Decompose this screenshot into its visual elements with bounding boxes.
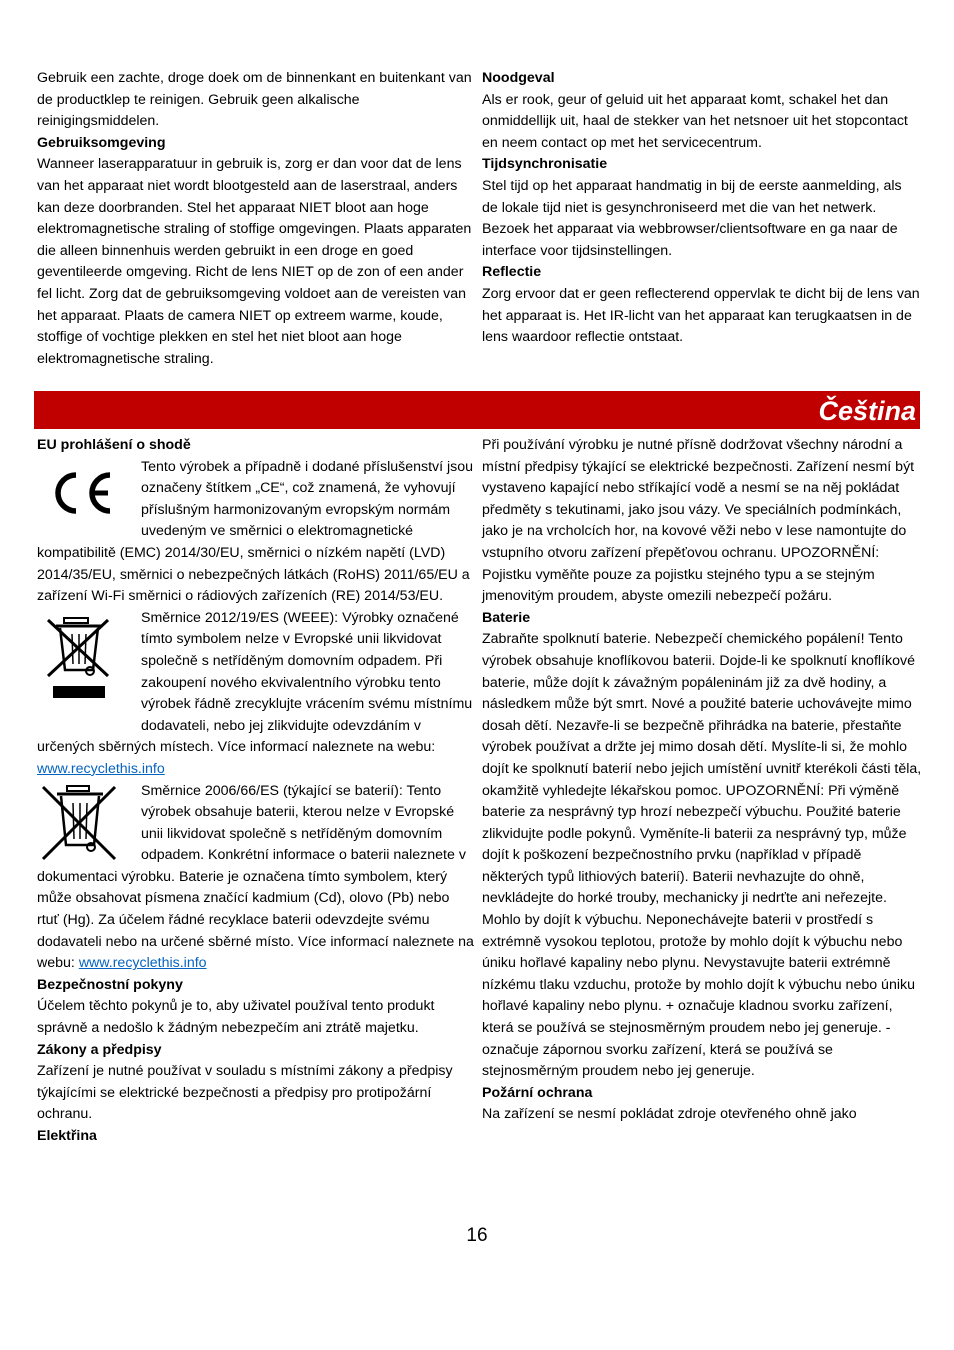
crossed-bin-icon: [37, 608, 141, 716]
ce-mark-icon: [37, 459, 141, 525]
language-banner: [34, 391, 920, 429]
nl-paragraph: Als er rook, geur of geluid uit het apparaat komt, schakel het dan onmiddellijk uit, haal de stekker van het netsnoer uit het stopcontact en neem contact op met het servicecentrum.: [482, 91, 908, 151]
nl-heading: Tijdsynchronisatie: [482, 156, 608, 173]
laws-heading: Zákony a předpisy: [37, 1041, 162, 1058]
cz-heading: Požární ochrana: [482, 1084, 593, 1101]
cz-paragraph: Zabraňte spolknutí baterie. Nebezpečí chemického popálení! Tento výrobek obsahuje knoflíkovou baterii. Dojde-li ke spolknutí knoflíkové baterie, může dojít k závažným popáleninám již za dvě hodiny, a následkem může být smrt. Nové a použité baterie uchovávejte mimo dosah dětí. Nezavře-li se bezpečně přihrádka na baterie, přestaňte výrobek používat a držte jej mimo dosah dětí. Myslíte-li si, že mohlo dojít ke spolknutí baterií nebo jejich umístění uvnitř kterékoli části těla, okamžitě vyhledejte lékařskou pomoc. UPOZORNĚNÍ: Při výměně baterie za nesprávný typ hrozí nebezpečí výbuchu. Použité baterie zlikvidujte podle pokynů. Vyměníte-li baterii za nesprávný typ, může dojít k poškození bezpečnostního prvku (například v případě některých typů lithiových baterií). Baterii nevhazujte do ohně, nevkládejte do horké trouby, mechanicky ji nedrťte ani neřezejte. Mohlo by dojít k výbuchu. Neponechávejte baterii v prostředí s extrémně vysokou teplotou, protože by mohlo dojít k výbuchu nebo úniku hořlavé kapaliny nebo plynu. Nevystavujte baterii extrémně nízkému tlaku vzduchu, protože by mohlo dojít k výbuchu nebo úniku hořlavé kapaliny nebo plynu. + označuje kladnou svorku zařízení, která se používá se stejnosměrným proudem nebo jej generuje. - označuje zápornou svorku zařízení, která se používá se stejnosměrným proudem nebo jej generuje.: [482, 631, 922, 1080]
nl-paragraph: Wanneer laserapparatuur in gebruik is, zorg er dan voor dat de lens van het apparaat niet wordt blootgesteld aan de laserstraal, anders kan deze doorbranden. Stel het apparaat NIET bloot aan hoge elektromagnetische straling of stoffige omgevingen. Plaats apparaten die alleen binnenhuis werden gebruikt in een droge en goed geventileerde omgeving. Richt de lens NIET op de zon of een ander fel licht. Zorg dat de gebruiksomgeving voldoet aan de vereisten van het apparaat. Plaats de camera NIET op extreem warme, koude, stoffige of vochtige plekken en stel het niet bloot aan hoge elektromagnetische straling.: [37, 156, 472, 367]
cz-left-column: [37, 435, 474, 1148]
battery-recyclethis-link[interactable]: www.recyclethis.info: [78, 955, 207, 972]
nl-paragraph: Zorg ervoor dat er geen reflecterend oppervlak te dicht bij de lens van het apparaat is. Het IR-licht van het apparaat kan terugkaatsen in de lens waardoor reflectie ontstaat.: [482, 285, 920, 346]
nl-heading: Noodgeval: [482, 70, 555, 86]
cz-heading: Baterie: [482, 609, 531, 626]
eu-declaration-heading: EU prohlášení o shodě: [37, 437, 191, 453]
safety-text: Účelem těchto pokynů je to, aby uživatel používal tento produkt správně a nedošlo k žádným nebezpečím ani ztrátě majetku.: [37, 998, 435, 1037]
ce-declaration-text: Tento výrobek a případně i dodané příslušenství jsou označeny štítkem „CE“, což znamená, že vyhovují příslušným harmonizovaným evropským normám uvedeným ve směrnici o elektromagnetické kompatibilitě (EMC) 2014/30/EU, směrnici o nízkém napětí (LVD) 2014/35/EU, směrnici o nebezpečných látkách (RoHS) 2011/65/EU a zařízení Wi-Fi směrnici o rádiových zařízeních (RE) 2014/53/EU.: [37, 458, 474, 605]
safety-heading: Bezpečnostní pokyny: [37, 976, 183, 993]
electricity-heading: Elektřina: [37, 1128, 97, 1144]
cz-paragraph: Při používání výrobku je nutné přísně dodržovat všechny národní a místní předpisy týkající se elektrické bezpečnosti. Zařízení nesmí být vystaveno kapající nebo stříkající vodě a nesmí se na něj pokládat předměty s tekutinami, jako jsou vázy. Ve speciálních podmínkách, jako je na vrcholcích hor, na kovové věži nebo v lese namontujte do vstupního otvoru zařízení přepěťovou ochranu. UPOZORNĚNÍ: Pojistku vyměňte pouze za pojistku stejného typu a se stejným jmenovitým proudem, abyste omezili nebezpečí požáru.: [482, 437, 915, 605]
top-left-column: [37, 68, 473, 370]
battery-bin-icon: [37, 781, 141, 867]
battery-text-body: Směrnice 2006/66/ES (týkající se baterií): Tento výrobek obsahuje baterii, kterou nelze v Evropské unii likvidovat společně s netříděným domovním odpadem. Konkrétní informace o baterii naleznete v dokumentaci výrobku. Baterie je označena tímto symbolem, který může obsahovat písmena značící kadmium (Cd), olovo (Pb) nebo rtuť (Hg). Za účelem řádné recyklace baterii odevzdejte svému dodavateli nebo na určené sběrné místo. Více informací naleznete na webu:: [37, 782, 474, 972]
page-number: 16: [466, 1225, 488, 1246]
top-right-column: [482, 68, 920, 349]
weee-recyclethis-link[interactable]: www.recyclethis.info: [37, 760, 165, 777]
nl-paragraph: Gebruik een zachte, droge doek om de binnenkant en buitenkant van de productklep te reinigen. Gebruik geen alkalische reinigingsmiddelen.: [37, 70, 472, 130]
nl-paragraph: Stel tijd op het apparaat handmatig in bij de eerste aanmelding, als de lokale tijd niet is gesynchroniseerd met die van het netwerk. Bezoek het apparaat via webbrowser/clientsoftware en ga naar de interface voor tijdsinstellingen.: [482, 177, 902, 259]
cz-paragraph: Na zařízení se nesmí pokládat zdroje otevřeného ohně jako: [482, 1106, 857, 1123]
laws-text: Zařízení je nutné používat v souladu s místními zákony a předpisy týkajícími se elektrické bezpečnosti a předpisy pro protipožární ochranu.: [37, 1063, 453, 1123]
nl-heading: Gebruiksomgeving: [37, 134, 166, 151]
weee-text-body: Směrnice 2012/19/ES (WEEE): Výrobky označené tímto symbolem nelze v Evropské unii likvidovat společně s netříděným domovním odpadem. Při zakoupení nového ekvivalentního výrobku tento výrobek řádně zrecyklujte vrácením svému místnímu dodavateli, nebo jej zlikvidujte odevzdáním v určených sběrných místech. Více informací naleznete na webu:: [37, 609, 473, 756]
cz-right-column: [482, 435, 924, 1126]
banner-title: Čeština: [818, 396, 916, 426]
nl-heading: Reflectie: [482, 264, 542, 281]
